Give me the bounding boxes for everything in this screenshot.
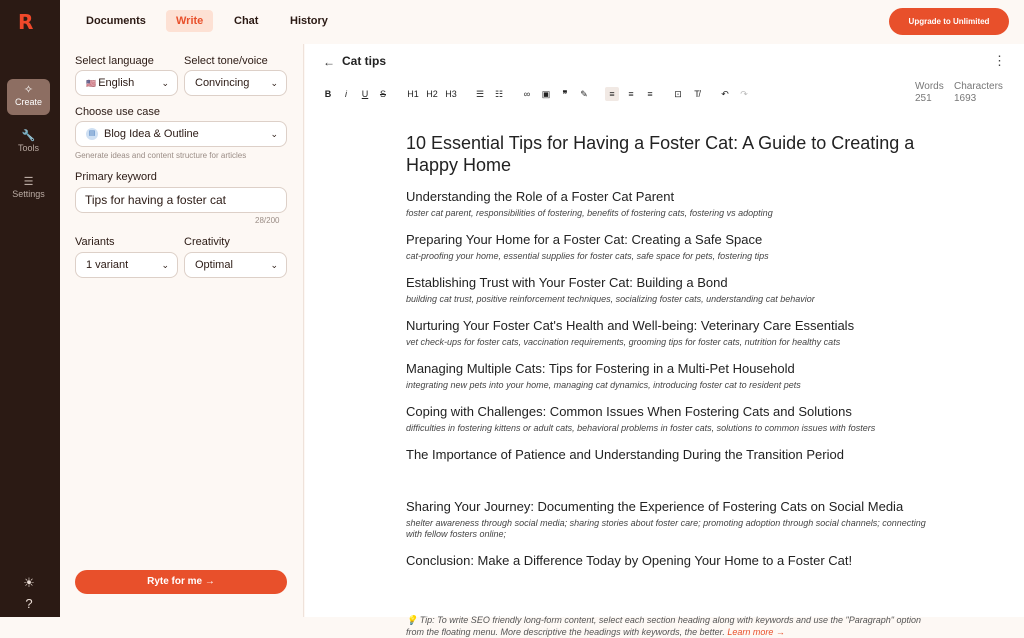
- left-rail: [0, 0, 60, 617]
- tab-history[interactable]: History: [290, 15, 328, 27]
- link-icon[interactable]: ∞: [523, 89, 531, 99]
- sun-icon[interactable]: ☀: [23, 575, 35, 590]
- document-icon: ▤: [86, 128, 98, 140]
- image-icon[interactable]: ▣: [541, 89, 551, 99]
- highlight-pen-icon[interactable]: ✎: [580, 89, 588, 99]
- heading1-icon[interactable]: H1: [407, 89, 419, 99]
- rail-item-label: Settings: [12, 189, 45, 199]
- top-nav: [60, 0, 1024, 44]
- chevron-down-icon: ⌄: [270, 78, 278, 88]
- settings-panel: [60, 44, 304, 617]
- characters-label: Characters: [954, 81, 1003, 92]
- tone-label: Select tone/voice: [184, 55, 268, 67]
- chevron-down-icon: ⌄: [270, 129, 278, 139]
- outline-section[interactable]: [406, 553, 926, 592]
- heading2-icon[interactable]: H2: [426, 89, 438, 99]
- help-icon[interactable]: ?: [25, 596, 33, 611]
- upgrade-button[interactable]: Upgrade to Unlimited: [889, 8, 1009, 35]
- chevron-down-icon: ⌄: [270, 260, 278, 270]
- align-left-icon[interactable]: ≡: [605, 87, 619, 101]
- tip-text: 💡 Tip: To write SEO friendly long-form content, select each section heading along with keywords and use the "Paragraph" option from the floating menu. More descriptive the headings with keywords, the better.: [406, 615, 921, 637]
- section-keywords[interactable]: shelter awareness through social media; sharing stories about foster care; promoting adoption through social channels; connecting with fellow fosters online;: [406, 518, 926, 539]
- sparkle-icon: ✧: [23, 84, 34, 96]
- use-case-value: Blog Idea & Outline: [104, 128, 199, 140]
- tone-select[interactable]: [184, 70, 287, 96]
- more-options-icon[interactable]: ⋮: [993, 53, 1006, 68]
- rail-item-label: Create: [14, 97, 42, 107]
- underline-icon[interactable]: U: [361, 89, 369, 99]
- creativity-select[interactable]: [184, 252, 287, 278]
- redo-icon[interactable]: ↷: [740, 89, 748, 99]
- section-keywords[interactable]: cat-proofing your home, essential supplies for foster cats, safe space for pets, fostering tips: [406, 251, 769, 261]
- section-keywords[interactable]: [406, 572, 926, 592]
- tab-write[interactable]: Write: [166, 10, 213, 32]
- creativity-label: Creativity: [184, 236, 230, 248]
- back-arrow-icon[interactable]: ←: [323, 55, 335, 69]
- section-keywords[interactable]: vet check-ups for foster cats, vaccination requirements, grooming tips for foster cats, nutrition for healthy cats: [406, 337, 841, 347]
- section-keywords[interactable]: integrating new pets into your home, managing cat dynamics, introducing foster cat to resident pets: [406, 380, 801, 390]
- ryte-for-me-button[interactable]: Ryte for me →: [75, 570, 287, 594]
- outline-section[interactable]: [406, 447, 926, 486]
- align-right-icon[interactable]: ≡: [647, 89, 653, 99]
- document-heading[interactable]: 10 Essential Tips for Having a Foster Cat: A Guide to Creating a Happy Home: [406, 133, 915, 175]
- bullet-list-icon[interactable]: ☰: [475, 89, 485, 99]
- seo-tip: [406, 614, 926, 638]
- wrench-icon: 🔧: [21, 130, 36, 142]
- heading3-icon[interactable]: H3: [445, 89, 457, 99]
- language-select[interactable]: [75, 70, 178, 96]
- chevron-down-icon: ⌄: [161, 78, 169, 88]
- tab-documents[interactable]: Documents: [86, 15, 146, 27]
- strikethrough-icon[interactable]: S: [379, 89, 386, 99]
- document-content[interactable]: [406, 132, 926, 638]
- numbered-list-icon[interactable]: ☷: [494, 89, 504, 99]
- embed-icon[interactable]: ⊡: [674, 89, 682, 99]
- outline-section[interactable]: [406, 189, 926, 219]
- section-keywords[interactable]: foster cat parent, responsibilities of fostering, benefits of fostering cats, fostering vs adopting: [406, 208, 773, 218]
- creativity-value: Optimal: [195, 259, 233, 271]
- section-keywords[interactable]: difficulties in fostering kittens or adult cats, behavioral problems in foster cats, solutions to common issues with fosters: [406, 423, 876, 433]
- section-heading[interactable]: Understanding the Role of a Foster Cat Parent: [406, 189, 675, 204]
- outline-section[interactable]: [406, 404, 926, 434]
- use-case-select[interactable]: [75, 121, 287, 147]
- rail-item-label: Tools: [17, 143, 39, 153]
- section-keywords[interactable]: building cat trust, positive reinforcement techniques, socializing foster cats, understanding cat behavior: [406, 294, 815, 304]
- section-heading[interactable]: Managing Multiple Cats: Tips for Fostering in a Multi-Pet Household: [406, 361, 795, 376]
- section-heading[interactable]: Nurturing Your Foster Cat's Health and Well-being: Veterinary Care Essentials: [406, 318, 855, 333]
- editor: [305, 44, 1024, 637]
- variants-select[interactable]: [75, 252, 178, 278]
- bold-icon[interactable]: B: [324, 89, 332, 99]
- section-heading[interactable]: Preparing Your Home for a Foster Cat: Creating a Safe Space: [406, 232, 763, 247]
- outline-section[interactable]: [406, 318, 926, 348]
- variants-label: Variants: [75, 236, 115, 248]
- clear-format-icon[interactable]: T̸: [694, 89, 700, 99]
- sliders-icon: ☰: [23, 176, 34, 188]
- outline-section[interactable]: [406, 499, 926, 540]
- section-heading[interactable]: Establishing Trust with Your Foster Cat: Building a Bond: [406, 275, 728, 290]
- italic-icon[interactable]: i: [345, 89, 347, 99]
- app-logo[interactable]: R: [18, 10, 34, 34]
- outline-section[interactable]: [406, 232, 926, 262]
- words-label: Words: [915, 81, 944, 92]
- undo-icon[interactable]: ↶: [721, 89, 729, 99]
- us-flag-icon: 🇺🇸: [86, 79, 99, 88]
- keyword-input[interactable]: [75, 187, 287, 213]
- variants-value: 1 variant: [86, 259, 129, 271]
- section-heading[interactable]: Sharing Your Journey: Documenting the Experience of Fostering Cats on Social Media: [406, 499, 904, 514]
- use-case-label: Choose use case: [75, 106, 160, 118]
- tab-chat[interactable]: Chat: [234, 15, 259, 27]
- section-heading[interactable]: Conclusion: Make a Difference Today by Opening Your Home to a Foster Cat!: [406, 553, 853, 568]
- characters-count: 1693: [954, 93, 977, 104]
- quote-icon[interactable]: ❞: [562, 89, 568, 99]
- chevron-down-icon: ⌄: [161, 260, 169, 270]
- document-title[interactable]: Cat tips: [342, 54, 387, 68]
- align-center-icon[interactable]: ≡: [628, 89, 634, 99]
- keyword-char-count: 28/200: [255, 216, 280, 225]
- outline-section[interactable]: [406, 275, 926, 305]
- words-count: 251: [915, 93, 932, 104]
- rail-item-tools[interactable]: [7, 125, 50, 161]
- outline-section[interactable]: [406, 361, 926, 391]
- section-heading[interactable]: Coping with Challenges: Common Issues When Fostering Cats and Solutions: [406, 404, 852, 419]
- rail-item-settings[interactable]: [7, 171, 50, 207]
- rail-item-create[interactable]: [7, 79, 50, 115]
- language-label: Select language: [75, 55, 154, 67]
- keyword-label: Primary keyword: [75, 171, 157, 183]
- use-case-hint: Generate ideas and content structure for articles: [75, 151, 247, 160]
- tone-value: Convincing: [195, 77, 250, 89]
- language-value: English: [98, 77, 135, 89]
- section-heading[interactable]: The Importance of Patience and Understanding During the Transition Period: [406, 447, 844, 462]
- learn-more-link[interactable]: Learn more →: [727, 627, 785, 637]
- section-keywords[interactable]: [406, 466, 926, 486]
